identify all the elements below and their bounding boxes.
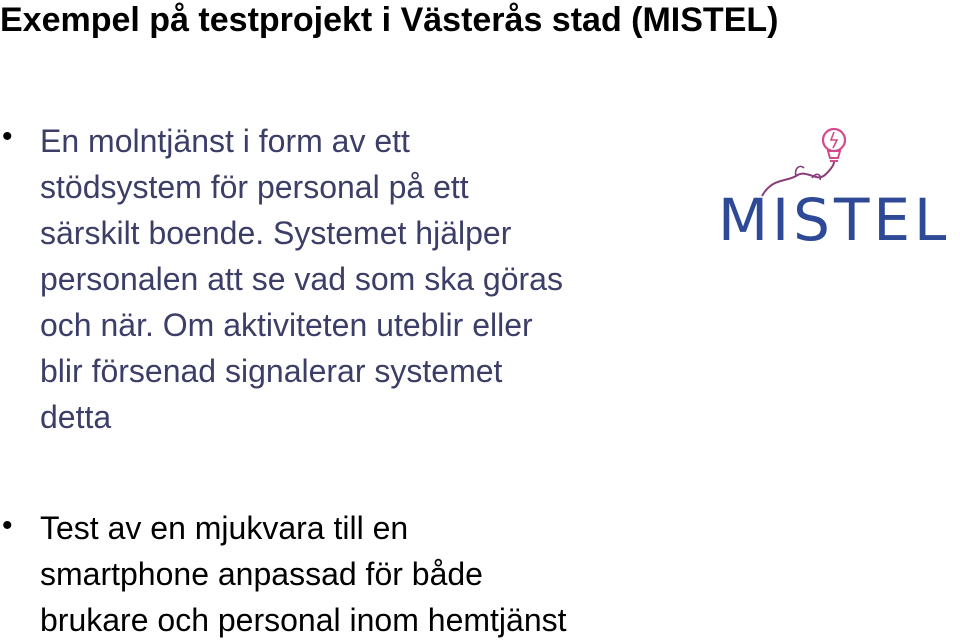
bullet-line: En molntjänst i form av ett	[40, 123, 410, 159]
bullet-line: brukare och personal inom hemtjänst	[40, 602, 567, 638]
bullet-line: smartphone anpassad för både	[40, 556, 483, 592]
bullet-line: särskilt boende. Systemet hjälper	[40, 215, 512, 251]
lightbulb-icon	[823, 129, 845, 161]
bullet-line: blir försenad signalerar systemet	[40, 353, 503, 389]
logo-wordmark: MISTEL	[718, 186, 951, 248]
bullet-line: stödsystem för personal på ett	[40, 169, 469, 205]
bullet-text	[40, 505, 720, 643]
bullet-icon: •	[2, 120, 13, 153]
bullet-line: Test av en mjukvara till en	[40, 510, 409, 546]
mistel-logo	[716, 118, 960, 248]
bullet-line: detta	[40, 399, 112, 435]
bullet-icon: •	[2, 509, 13, 542]
slide-title: Exempel på testprojekt i Västerås stad (MISTEL)	[0, 1, 779, 39]
bullet-item-smartphone-test	[0, 505, 700, 643]
bullet-line: och när. Om aktiviteten uteblir eller	[40, 307, 533, 343]
bullet-text	[40, 118, 680, 440]
bullet-item-cloud-service	[0, 118, 700, 440]
bullet-line: personalen att se vad som ska göras	[40, 261, 563, 297]
